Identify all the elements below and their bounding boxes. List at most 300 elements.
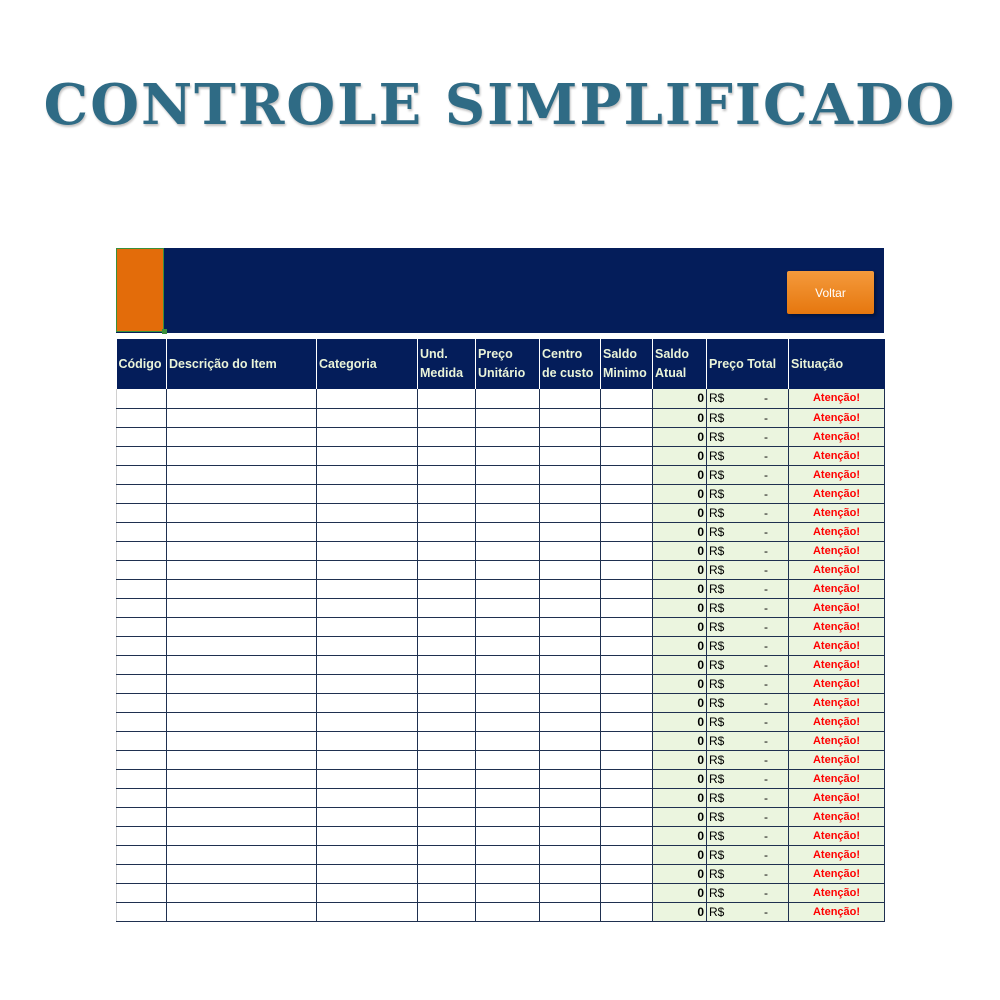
preco-total-value (709, 525, 786, 539)
header-situacao[interactable]: Situação (789, 339, 885, 389)
cell-situacao[interactable]: Atenção! (789, 579, 885, 598)
cell-descricao[interactable] (167, 560, 317, 579)
cell-centro-custo[interactable] (540, 693, 601, 712)
cell-centro-custo[interactable] (540, 807, 601, 826)
cell-centro-custo[interactable] (540, 636, 601, 655)
cell-centro-custo[interactable] (540, 674, 601, 693)
cell-centro-custo[interactable] (540, 560, 601, 579)
cell-saldo-atual[interactable]: 0 (653, 712, 707, 731)
cell-codigo[interactable] (117, 636, 167, 655)
cell-codigo[interactable] (117, 560, 167, 579)
cell-preco-total[interactable] (707, 788, 789, 807)
cell-preco-unitario[interactable] (476, 389, 540, 408)
cell-codigo[interactable] (117, 579, 167, 598)
cell-descricao[interactable] (167, 427, 317, 446)
cell-preco-total[interactable] (707, 465, 789, 484)
cell-saldo-atual[interactable]: 0 (653, 579, 707, 598)
cell-preco-total[interactable] (707, 769, 789, 788)
cell-unidade[interactable] (418, 465, 476, 484)
cell-saldo-minimo[interactable] (601, 427, 653, 446)
cell-centro-custo[interactable] (540, 750, 601, 769)
cell-situacao[interactable]: Atenção! (789, 864, 885, 883)
cell-preco-total[interactable] (707, 750, 789, 769)
cell-preco-unitario[interactable] (476, 693, 540, 712)
cell-saldo-minimo[interactable] (601, 655, 653, 674)
cell-categoria[interactable] (317, 693, 418, 712)
cell-categoria[interactable] (317, 465, 418, 484)
cell-preco-unitario[interactable] (476, 446, 540, 465)
cell-saldo-atual[interactable]: 0 (653, 408, 707, 427)
cell-categoria[interactable] (317, 503, 418, 522)
cell-saldo-atual[interactable]: 0 (653, 655, 707, 674)
cell-centro-custo[interactable] (540, 427, 601, 446)
cell-saldo-minimo[interactable] (601, 484, 653, 503)
cell-saldo-atual[interactable]: 0 (653, 598, 707, 617)
cell-centro-custo[interactable] (540, 788, 601, 807)
cell-situacao[interactable]: Atenção! (789, 484, 885, 503)
cell-unidade[interactable] (418, 769, 476, 788)
cell-preco-unitario[interactable] (476, 541, 540, 560)
cell-situacao[interactable]: Atenção! (789, 560, 885, 579)
cell-preco-unitario[interactable] (476, 826, 540, 845)
cell-situacao[interactable]: Atenção! (789, 788, 885, 807)
cell-situacao[interactable]: Atenção! (789, 408, 885, 427)
cell-preco-unitario[interactable] (476, 598, 540, 617)
cell-situacao[interactable]: Atenção! (789, 636, 885, 655)
cell-saldo-atual[interactable]: 0 (653, 826, 707, 845)
cell-preco-total[interactable] (707, 845, 789, 864)
cell-unidade[interactable] (418, 788, 476, 807)
cell-preco-total[interactable] (707, 579, 789, 598)
cell-preco-unitario[interactable] (476, 465, 540, 484)
cell-codigo[interactable] (117, 522, 167, 541)
cell-unidade[interactable] (418, 598, 476, 617)
cell-preco-unitario[interactable] (476, 503, 540, 522)
cell-preco-unitario[interactable] (476, 902, 540, 921)
cell-unidade[interactable] (418, 655, 476, 674)
cell-centro-custo[interactable] (540, 484, 601, 503)
cell-saldo-atual[interactable]: 0 (653, 864, 707, 883)
cell-preco-unitario[interactable] (476, 731, 540, 750)
cell-codigo[interactable] (117, 902, 167, 921)
cell-situacao[interactable]: Atenção! (789, 883, 885, 902)
currency-symbol: R$ (709, 790, 725, 805)
cell-situacao[interactable]: Atenção! (789, 712, 885, 731)
cell-codigo[interactable] (117, 731, 167, 750)
cell-codigo[interactable] (117, 655, 167, 674)
cell-preco-unitario[interactable] (476, 484, 540, 503)
cell-preco-unitario[interactable] (476, 560, 540, 579)
cell-centro-custo[interactable] (540, 655, 601, 674)
cell-categoria[interactable] (317, 655, 418, 674)
cell-situacao[interactable]: Atenção! (789, 655, 885, 674)
cell-categoria[interactable] (317, 845, 418, 864)
cell-codigo[interactable] (117, 750, 167, 769)
cell-centro-custo[interactable] (540, 883, 601, 902)
cell-saldo-minimo[interactable] (601, 731, 653, 750)
cell-descricao[interactable] (167, 845, 317, 864)
cell-descricao[interactable] (167, 731, 317, 750)
cell-unidade[interactable] (418, 902, 476, 921)
cell-centro-custo[interactable] (540, 598, 601, 617)
cell-saldo-minimo[interactable] (601, 560, 653, 579)
cell-codigo[interactable] (117, 617, 167, 636)
cell-unidade[interactable] (418, 826, 476, 845)
cell-saldo-minimo[interactable] (601, 446, 653, 465)
cell-categoria[interactable] (317, 864, 418, 883)
cell-saldo-minimo[interactable] (601, 807, 653, 826)
cell-preco-unitario[interactable] (476, 807, 540, 826)
cell-codigo[interactable] (117, 864, 167, 883)
cell-preco-total[interactable] (707, 503, 789, 522)
cell-categoria[interactable] (317, 769, 418, 788)
cell-saldo-minimo[interactable] (601, 902, 653, 921)
cell-descricao[interactable] (167, 503, 317, 522)
cell-situacao[interactable]: Atenção! (789, 693, 885, 712)
cell-descricao[interactable] (167, 598, 317, 617)
cell-categoria[interactable] (317, 598, 418, 617)
cell-preco-unitario[interactable] (476, 769, 540, 788)
cell-codigo[interactable] (117, 427, 167, 446)
cell-preco-total[interactable] (707, 902, 789, 921)
cell-descricao[interactable] (167, 465, 317, 484)
cell-saldo-atual[interactable]: 0 (653, 484, 707, 503)
cell-preco-total[interactable] (707, 484, 789, 503)
cell-descricao[interactable] (167, 864, 317, 883)
cell-unidade[interactable] (418, 560, 476, 579)
cell-centro-custo[interactable] (540, 446, 601, 465)
cell-preco-total[interactable] (707, 522, 789, 541)
cell-preco-unitario[interactable] (476, 655, 540, 674)
cell-saldo-atual[interactable]: 0 (653, 693, 707, 712)
cell-unidade[interactable] (418, 389, 476, 408)
cell-descricao[interactable] (167, 446, 317, 465)
currency-symbol: R$ (709, 600, 725, 615)
cell-categoria[interactable] (317, 902, 418, 921)
cell-categoria[interactable] (317, 750, 418, 769)
cell-preco-unitario[interactable] (476, 788, 540, 807)
cell-categoria[interactable] (317, 826, 418, 845)
cell-preco-total[interactable] (707, 446, 789, 465)
cell-centro-custo[interactable] (540, 503, 601, 522)
cell-descricao[interactable] (167, 712, 317, 731)
cell-categoria[interactable] (317, 446, 418, 465)
cell-preco-unitario[interactable] (476, 636, 540, 655)
cell-saldo-minimo[interactable] (601, 788, 653, 807)
cell-codigo[interactable] (117, 826, 167, 845)
cell-centro-custo[interactable] (540, 389, 601, 408)
cell-saldo-minimo[interactable] (601, 864, 653, 883)
cell-descricao[interactable] (167, 636, 317, 655)
header-centro-custo[interactable] (540, 339, 601, 389)
cell-codigo[interactable] (117, 389, 167, 408)
cell-saldo-minimo[interactable] (601, 636, 653, 655)
total-amount: - (764, 657, 768, 672)
cell-preco-total[interactable] (707, 693, 789, 712)
cell-preco-total[interactable] (707, 712, 789, 731)
cell-saldo-minimo[interactable] (601, 579, 653, 598)
header-preco-total[interactable]: Preço Total (707, 339, 789, 389)
cell-centro-custo[interactable] (540, 408, 601, 427)
header-saldo-atual[interactable] (653, 339, 707, 389)
fill-handle[interactable] (162, 329, 167, 334)
cell-situacao[interactable]: Atenção! (789, 541, 885, 560)
cell-saldo-atual[interactable]: 0 (653, 560, 707, 579)
cell-codigo[interactable] (117, 674, 167, 693)
cell-saldo-minimo[interactable] (601, 598, 653, 617)
cell-unidade[interactable] (418, 807, 476, 826)
cell-saldo-atual[interactable]: 0 (653, 845, 707, 864)
cell-preco-total[interactable] (707, 731, 789, 750)
cell-centro-custo[interactable] (540, 541, 601, 560)
cell-unidade[interactable] (418, 864, 476, 883)
cell-descricao[interactable] (167, 655, 317, 674)
cell-situacao[interactable]: Atenção! (789, 465, 885, 484)
cell-categoria[interactable] (317, 408, 418, 427)
cell-codigo[interactable] (117, 693, 167, 712)
cell-codigo[interactable] (117, 807, 167, 826)
cell-saldo-minimo[interactable] (601, 883, 653, 902)
cell-categoria[interactable] (317, 807, 418, 826)
cell-saldo-atual[interactable]: 0 (653, 636, 707, 655)
cell-situacao[interactable]: Atenção! (789, 446, 885, 465)
cell-codigo[interactable] (117, 484, 167, 503)
cell-codigo[interactable] (117, 408, 167, 427)
cell-unidade[interactable] (418, 541, 476, 560)
cell-descricao[interactable] (167, 408, 317, 427)
cell-descricao[interactable] (167, 788, 317, 807)
cell-preco-total[interactable] (707, 674, 789, 693)
cell-descricao[interactable] (167, 807, 317, 826)
cell-saldo-atual[interactable]: 0 (653, 541, 707, 560)
cell-preco-unitario[interactable] (476, 864, 540, 883)
cell-unidade[interactable] (418, 503, 476, 522)
cell-saldo-atual[interactable]: 0 (653, 731, 707, 750)
cell-descricao[interactable] (167, 902, 317, 921)
cell-situacao[interactable]: Atenção! (789, 826, 885, 845)
cell-centro-custo[interactable] (540, 579, 601, 598)
cell-descricao[interactable] (167, 389, 317, 408)
cell-descricao[interactable] (167, 617, 317, 636)
cell-preco-unitario[interactable] (476, 712, 540, 731)
cell-preco-total[interactable] (707, 636, 789, 655)
currency-symbol: R$ (709, 733, 725, 748)
cell-preco-unitario[interactable] (476, 579, 540, 598)
cell-saldo-minimo[interactable] (601, 389, 653, 408)
cell-preco-unitario[interactable] (476, 522, 540, 541)
cell-saldo-atual[interactable]: 0 (653, 617, 707, 636)
cell-centro-custo[interactable] (540, 465, 601, 484)
cell-situacao[interactable]: Atenção! (789, 674, 885, 693)
cell-unidade[interactable] (418, 522, 476, 541)
cell-situacao[interactable]: Atenção! (789, 522, 885, 541)
cell-saldo-minimo[interactable] (601, 826, 653, 845)
cell-preco-total[interactable] (707, 864, 789, 883)
cell-situacao[interactable]: Atenção! (789, 389, 885, 408)
cell-situacao[interactable]: Atenção! (789, 427, 885, 446)
cell-categoria[interactable] (317, 674, 418, 693)
cell-descricao[interactable] (167, 826, 317, 845)
cell-categoria[interactable] (317, 560, 418, 579)
cell-preco-total[interactable] (707, 598, 789, 617)
cell-preco-unitario[interactable] (476, 883, 540, 902)
cell-codigo[interactable] (117, 769, 167, 788)
cell-codigo[interactable] (117, 465, 167, 484)
cell-codigo[interactable] (117, 883, 167, 902)
cell-descricao[interactable] (167, 674, 317, 693)
cell-situacao[interactable]: Atenção! (789, 750, 885, 769)
cell-descricao[interactable] (167, 883, 317, 902)
header-unidade-medida[interactable] (418, 339, 476, 389)
cell-categoria[interactable] (317, 636, 418, 655)
cell-saldo-atual[interactable]: 0 (653, 769, 707, 788)
cell-situacao[interactable]: Atenção! (789, 503, 885, 522)
cell-codigo[interactable] (117, 446, 167, 465)
cell-centro-custo[interactable] (540, 617, 601, 636)
cell-categoria[interactable] (317, 579, 418, 598)
cell-unidade[interactable] (418, 883, 476, 902)
cell-categoria[interactable] (317, 484, 418, 503)
cell-centro-custo[interactable] (540, 712, 601, 731)
cell-preco-total[interactable] (707, 655, 789, 674)
cell-saldo-atual[interactable]: 0 (653, 389, 707, 408)
cell-descricao[interactable] (167, 579, 317, 598)
cell-saldo-minimo[interactable] (601, 503, 653, 522)
cell-descricao[interactable] (167, 769, 317, 788)
cell-unidade[interactable] (418, 674, 476, 693)
cell-unidade[interactable] (418, 484, 476, 503)
cell-situacao[interactable]: Atenção! (789, 807, 885, 826)
cell-saldo-atual[interactable]: 0 (653, 522, 707, 541)
cell-centro-custo[interactable] (540, 864, 601, 883)
cell-preco-total[interactable] (707, 427, 789, 446)
cell-preco-total[interactable] (707, 560, 789, 579)
cell-unidade[interactable] (418, 712, 476, 731)
cell-categoria[interactable] (317, 712, 418, 731)
cell-codigo[interactable] (117, 712, 167, 731)
cell-categoria[interactable] (317, 522, 418, 541)
cell-codigo[interactable] (117, 845, 167, 864)
cell-preco-unitario[interactable] (476, 427, 540, 446)
header-descricao[interactable]: Descrição do Item (167, 339, 317, 389)
cell-categoria[interactable] (317, 541, 418, 560)
cell-codigo[interactable] (117, 503, 167, 522)
cell-categoria[interactable] (317, 427, 418, 446)
cell-preco-total[interactable] (707, 408, 789, 427)
currency-symbol: R$ (709, 714, 725, 729)
cell-saldo-atual[interactable]: 0 (653, 446, 707, 465)
cell-unidade[interactable] (418, 845, 476, 864)
cell-categoria[interactable] (317, 617, 418, 636)
cell-saldo-atual[interactable]: 0 (653, 902, 707, 921)
cell-centro-custo[interactable] (540, 731, 601, 750)
cell-situacao[interactable]: Atenção! (789, 617, 885, 636)
cell-unidade[interactable] (418, 693, 476, 712)
cell-preco-total[interactable] (707, 807, 789, 826)
cell-preco-total[interactable] (707, 883, 789, 902)
cell-unidade[interactable] (418, 427, 476, 446)
cell-saldo-minimo[interactable] (601, 674, 653, 693)
cell-unidade[interactable] (418, 636, 476, 655)
header-codigo[interactable]: Código (117, 339, 167, 389)
cell-situacao[interactable]: Atenção! (789, 731, 885, 750)
cell-preco-unitario[interactable] (476, 617, 540, 636)
cell-codigo[interactable] (117, 598, 167, 617)
cell-saldo-minimo[interactable] (601, 750, 653, 769)
cell-situacao[interactable]: Atenção! (789, 845, 885, 864)
cell-unidade[interactable] (418, 408, 476, 427)
cell-saldo-atual[interactable]: 0 (653, 427, 707, 446)
cell-categoria[interactable] (317, 389, 418, 408)
cell-situacao[interactable]: Atenção! (789, 769, 885, 788)
cell-saldo-minimo[interactable] (601, 541, 653, 560)
cell-codigo[interactable] (117, 541, 167, 560)
cell-unidade[interactable] (418, 579, 476, 598)
cell-centro-custo[interactable] (540, 845, 601, 864)
cell-unidade[interactable] (418, 750, 476, 769)
header-preco-unitario[interactable] (476, 339, 540, 389)
cell-codigo[interactable] (117, 788, 167, 807)
cell-descricao[interactable] (167, 750, 317, 769)
cell-descricao[interactable] (167, 484, 317, 503)
cell-centro-custo[interactable] (540, 522, 601, 541)
cell-saldo-minimo[interactable] (601, 712, 653, 731)
header-categoria[interactable]: Categoria (317, 339, 418, 389)
header-saldo-minimo[interactable] (601, 339, 653, 389)
cell-preco-unitario[interactable] (476, 750, 540, 769)
cell-preco-unitario[interactable] (476, 674, 540, 693)
cell-saldo-atual[interactable]: 0 (653, 465, 707, 484)
cell-categoria[interactable] (317, 788, 418, 807)
cell-centro-custo[interactable] (540, 902, 601, 921)
cell-preco-unitario[interactable] (476, 845, 540, 864)
cell-descricao[interactable] (167, 693, 317, 712)
cell-situacao[interactable]: Atenção! (789, 598, 885, 617)
cell-saldo-atual[interactable]: 0 (653, 883, 707, 902)
cell-situacao[interactable]: Atenção! (789, 902, 885, 921)
selected-cell[interactable] (116, 248, 164, 332)
cell-saldo-minimo[interactable] (601, 465, 653, 484)
cell-saldo-atual[interactable]: 0 (653, 788, 707, 807)
cell-saldo-atual[interactable]: 0 (653, 750, 707, 769)
cell-categoria[interactable] (317, 883, 418, 902)
cell-centro-custo[interactable] (540, 826, 601, 845)
cell-unidade[interactable] (418, 446, 476, 465)
cell-centro-custo[interactable] (540, 769, 601, 788)
cell-categoria[interactable] (317, 731, 418, 750)
cell-saldo-minimo[interactable] (601, 522, 653, 541)
cell-descricao[interactable] (167, 541, 317, 560)
cell-unidade[interactable] (418, 617, 476, 636)
cell-saldo-minimo[interactable] (601, 617, 653, 636)
cell-preco-total[interactable] (707, 826, 789, 845)
back-button[interactable]: Voltar (787, 271, 874, 314)
table-row (117, 750, 885, 769)
cell-unidade[interactable] (418, 731, 476, 750)
cell-saldo-minimo[interactable] (601, 769, 653, 788)
cell-saldo-minimo[interactable] (601, 845, 653, 864)
cell-preco-total[interactable] (707, 389, 789, 408)
cell-preco-unitario[interactable] (476, 408, 540, 427)
cell-saldo-atual[interactable]: 0 (653, 807, 707, 826)
cell-preco-total[interactable] (707, 617, 789, 636)
cell-saldo-minimo[interactable] (601, 408, 653, 427)
cell-preco-total[interactable] (707, 541, 789, 560)
cell-descricao[interactable] (167, 522, 317, 541)
cell-saldo-minimo[interactable] (601, 693, 653, 712)
cell-saldo-atual[interactable]: 0 (653, 674, 707, 693)
cell-saldo-atual[interactable]: 0 (653, 503, 707, 522)
